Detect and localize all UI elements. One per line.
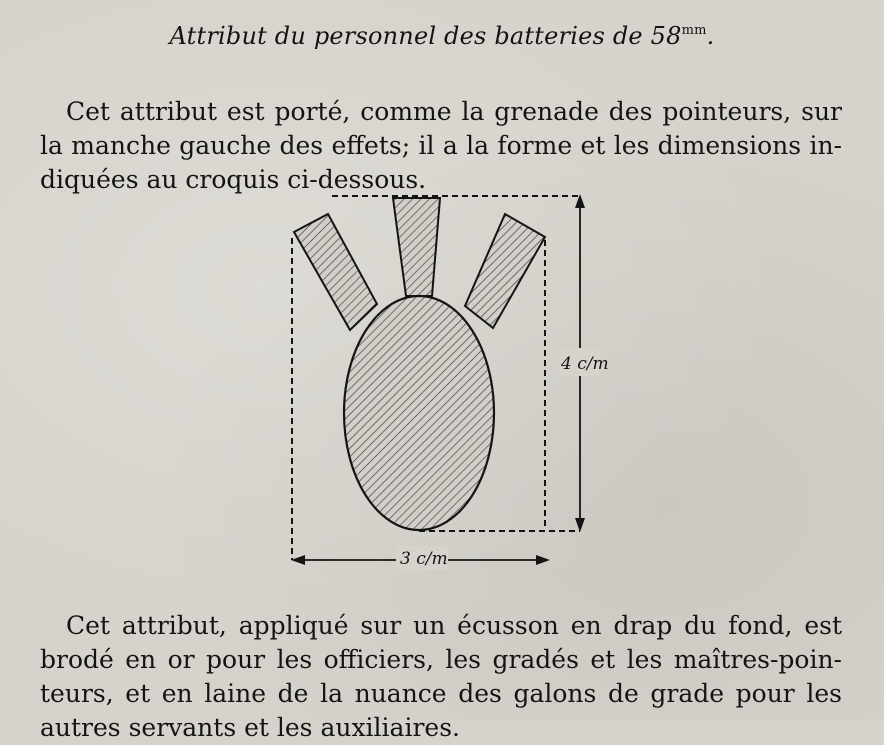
right-flame-ray [465, 214, 545, 328]
title-unit: mm [681, 23, 707, 38]
width-label: 3 c/m [400, 549, 448, 569]
width-arrow-left [291, 555, 305, 565]
grenade-oval [344, 296, 494, 530]
height-label: 4 c/m [561, 354, 609, 374]
left-flame-ray [294, 214, 377, 330]
title-end: . [706, 22, 715, 50]
center-flame-ray [393, 198, 440, 296]
paragraph-intro: Cet attribut est porté, comme la grenade des pointeurs, sur la manche gauche des effets; il a la forme et les dimensions indiquées au croquis ci-dessous. [40, 97, 842, 194]
width-arrow-right [536, 555, 550, 565]
paragraph-description: Cet attribut, appliqué sur un écusson en drap du fond, est brodé en or pour les officiers, les gradés et les maîtres-pointeurs, et en laine de la nuance des galons de grade pour les autres servants et les auxiliaires. [40, 611, 842, 742]
height-arrow-bottom [575, 518, 585, 532]
title-text: Attribut du personnel des batteries de 58 [169, 22, 682, 50]
